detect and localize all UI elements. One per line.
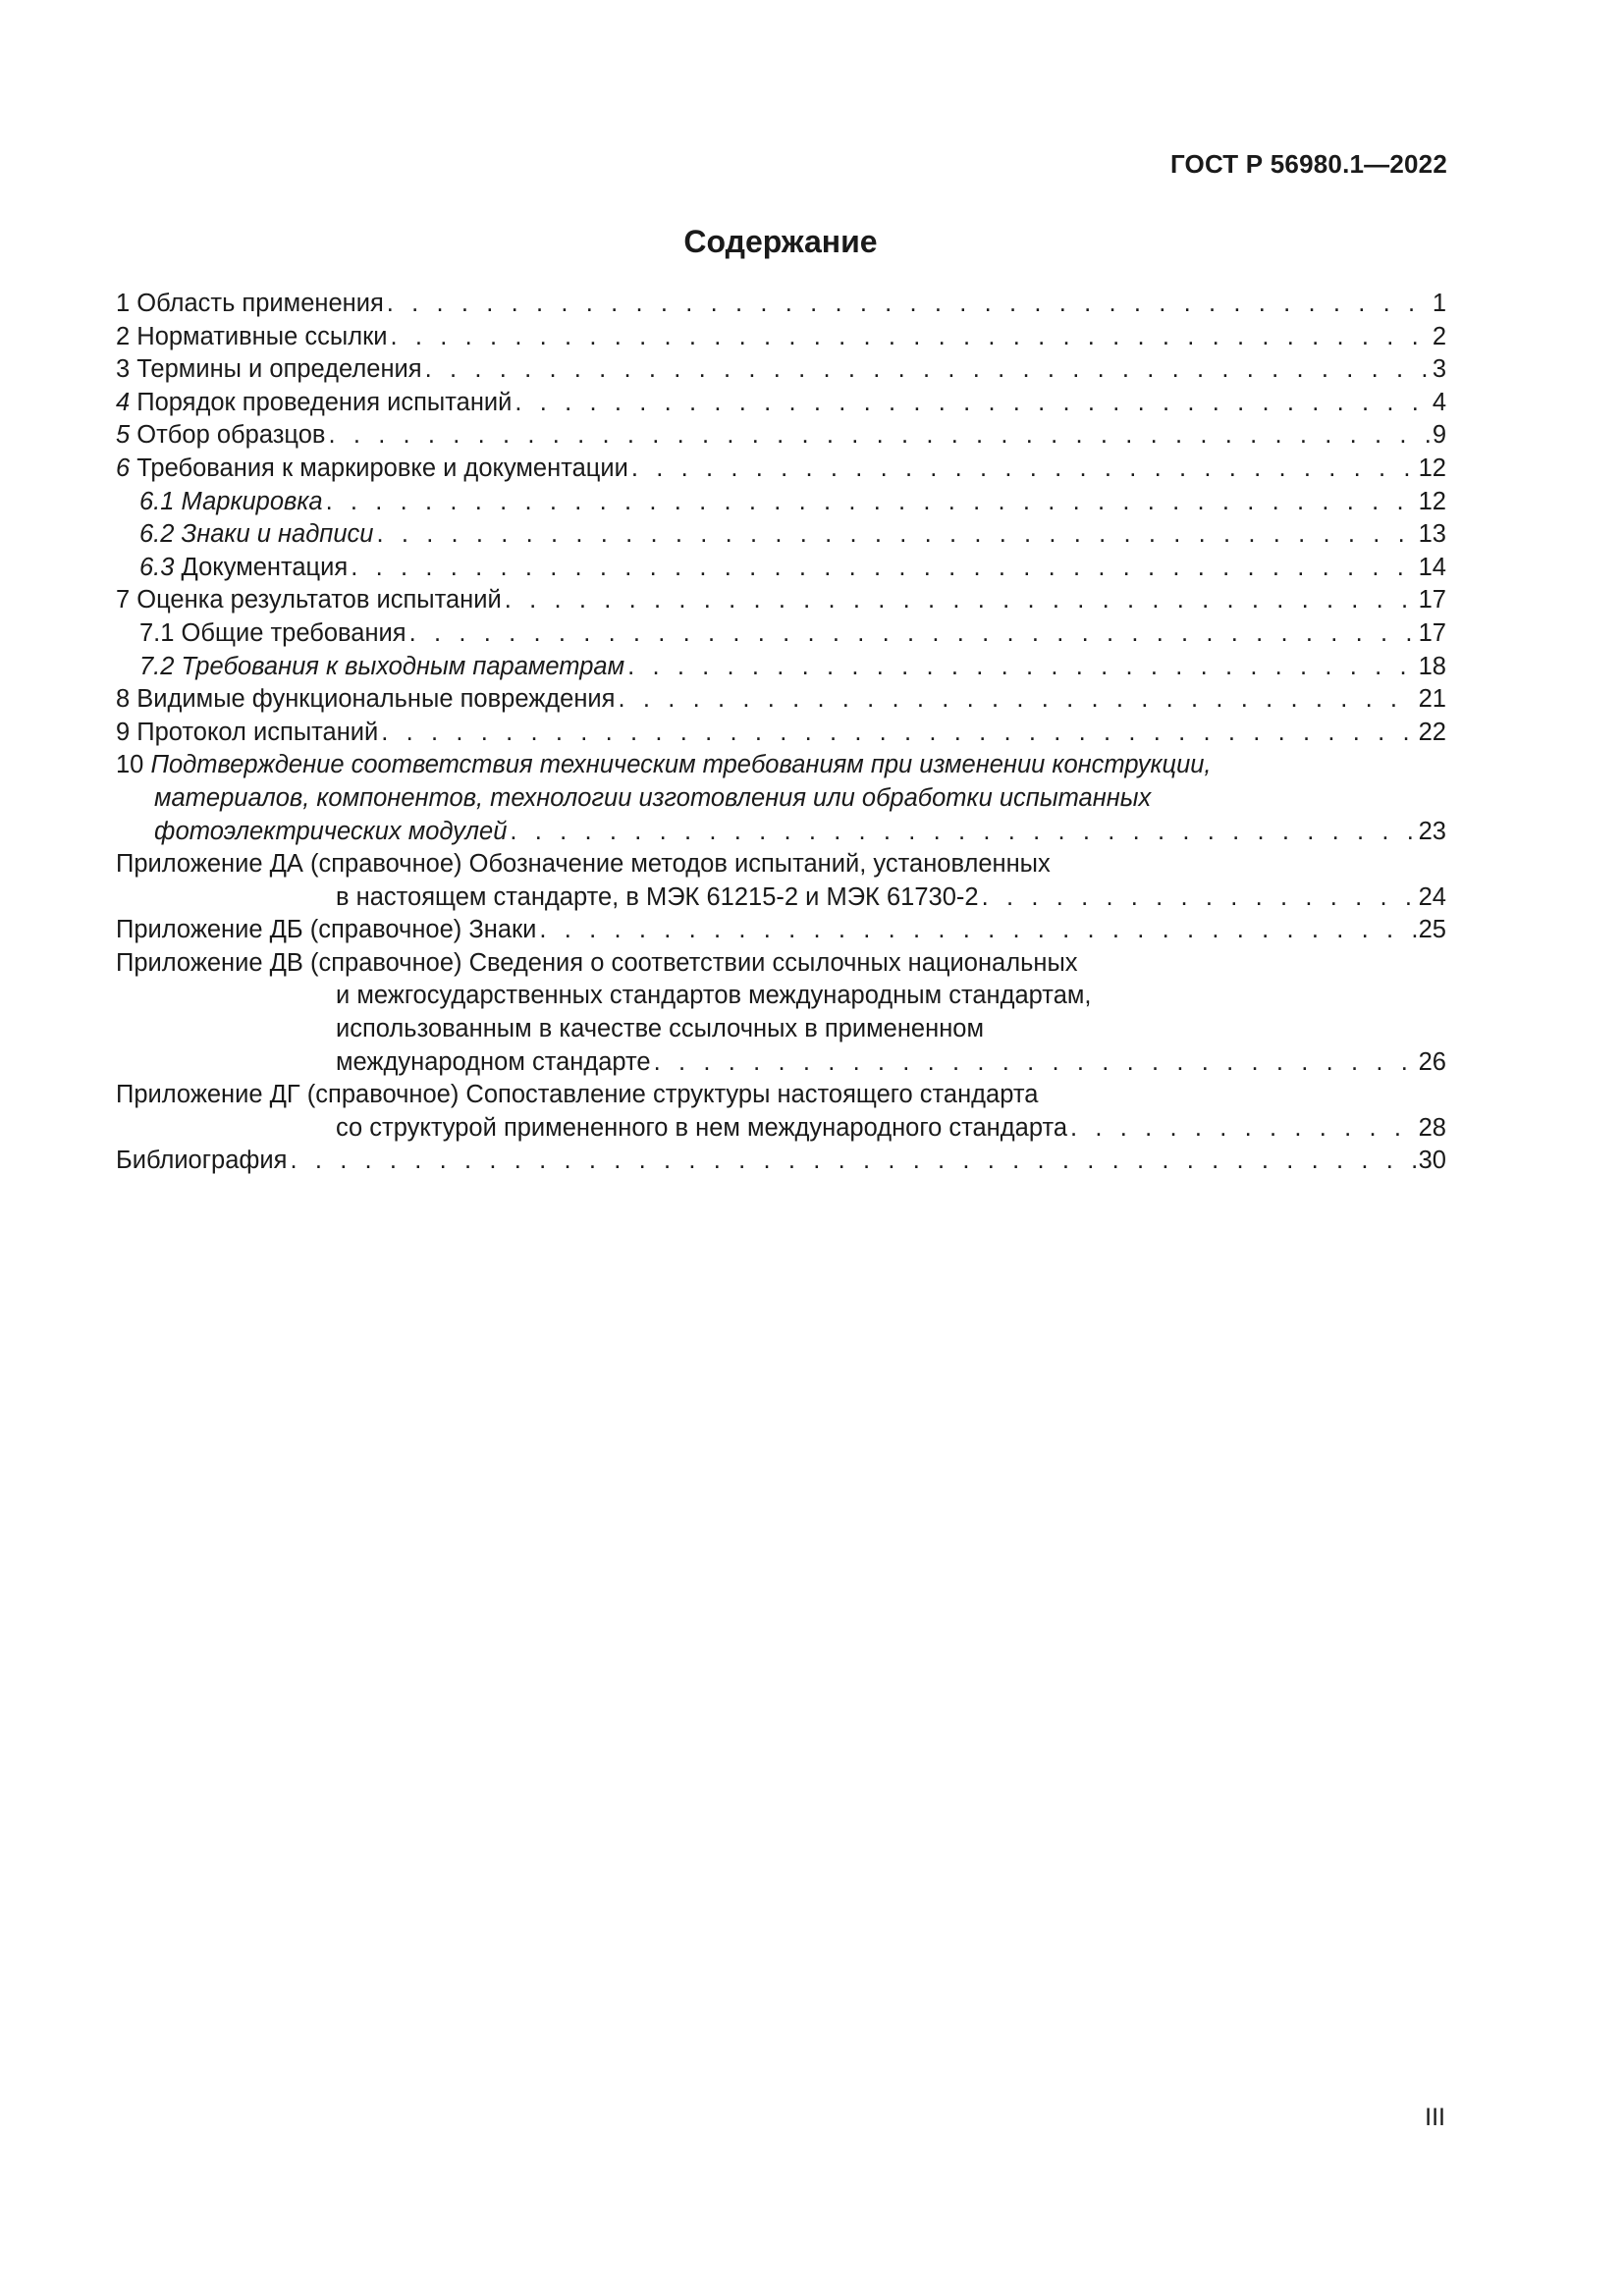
toc-entry-number: 5 bbox=[116, 421, 131, 450]
toc-entry-number: 6.1 bbox=[139, 487, 175, 515]
toc-entry-4[interactable] bbox=[116, 387, 1446, 420]
toc-entry-3[interactable] bbox=[116, 353, 1446, 387]
toc-page-number: 18 bbox=[1418, 652, 1446, 680]
toc-entry-title: Знаки и надписи bbox=[181, 520, 374, 549]
toc-entry-title: Требования к выходным параметрам bbox=[181, 652, 625, 680]
toc-entry-title: Протокол испытаний bbox=[136, 718, 379, 746]
dot-leader bbox=[539, 914, 1416, 947]
toc-entry-title: Документация bbox=[181, 553, 349, 581]
dot-leader bbox=[982, 881, 1417, 915]
dot-leader bbox=[1070, 1112, 1417, 1146]
toc-entry-7[interactable] bbox=[116, 584, 1446, 617]
toc-entry-7-2[interactable] bbox=[116, 651, 1446, 684]
toc-entry-number: 9 bbox=[116, 718, 131, 746]
toc-entry-number: 7.1 bbox=[139, 618, 175, 647]
toc-page-number: 24 bbox=[1418, 882, 1446, 911]
toc-entry-title: Порядок проведения испытаний bbox=[136, 388, 513, 416]
toc-entry-number: 7.2 bbox=[139, 652, 175, 680]
toc-entry-number: 6.2 bbox=[139, 520, 175, 549]
toc-entry-title-continued: международном стандарте bbox=[336, 1047, 651, 1076]
dot-leader bbox=[387, 288, 1431, 321]
toc-page-number: 17 bbox=[1418, 618, 1446, 647]
toc-page-number: 21 bbox=[1418, 685, 1446, 714]
toc-appendix-dg-line-1[interactable] bbox=[116, 1079, 1446, 1112]
dot-leader bbox=[654, 1046, 1417, 1080]
toc-appendix-dv-line-3 bbox=[116, 1013, 1446, 1046]
toc-entry-title: Оценка результатов испытаний bbox=[136, 586, 502, 614]
toc-entry-title-continued: в настоящем стандарте, в МЭК 61215-2 и МЭК 61730-2 bbox=[336, 882, 979, 911]
toc-entry-6-3[interactable] bbox=[116, 552, 1446, 585]
dot-leader bbox=[290, 1145, 1416, 1178]
toc-entry-10-line-2 bbox=[116, 782, 1446, 816]
page-folio: III bbox=[1425, 2104, 1445, 2131]
dot-leader bbox=[510, 816, 1416, 849]
toc-appendix-da-line-2[interactable] bbox=[116, 881, 1446, 915]
toc-entry-title-continued: материалов, компонентов, технологии изготовления или обработки испытанных bbox=[154, 783, 1152, 812]
toc-entry-5[interactable] bbox=[116, 419, 1446, 453]
toc-page-number: 23 bbox=[1418, 817, 1446, 845]
toc-page-number: 4 bbox=[1432, 388, 1446, 416]
toc-appendix-dv-line-4[interactable] bbox=[116, 1046, 1446, 1080]
toc-page-number: 13 bbox=[1418, 520, 1446, 549]
toc-page-number: 9 bbox=[1432, 421, 1446, 450]
toc-entry-title: Приложение ДВ (справочное) Сведения о соответствии ссылочных национальных bbox=[116, 948, 1078, 977]
toc-entry-number: 8 bbox=[116, 685, 131, 714]
toc-entry-title: Видимые функциональные повреждения bbox=[136, 685, 616, 714]
toc-appendix-db[interactable] bbox=[116, 914, 1446, 947]
toc-entry-title: Требования к маркировке и документации bbox=[136, 454, 628, 482]
dot-leader bbox=[390, 321, 1430, 354]
toc-page-number: 14 bbox=[1418, 553, 1446, 581]
dot-leader bbox=[514, 387, 1430, 420]
dot-leader bbox=[351, 552, 1416, 585]
toc-appendix-dv-line-2 bbox=[116, 980, 1446, 1013]
toc-entry-title: Нормативные ссылки bbox=[136, 322, 388, 350]
toc-page-number: 25 bbox=[1418, 916, 1446, 944]
toc-entry-number: 2 bbox=[116, 322, 131, 350]
dot-leader bbox=[505, 584, 1417, 617]
toc-entry-10-line-3[interactable] bbox=[116, 816, 1446, 849]
toc-entry-8[interactable] bbox=[116, 683, 1446, 717]
toc-appendix-dg-line-2[interactable] bbox=[116, 1112, 1446, 1146]
toc-entry-title-continued: фотоэлектрических модулей bbox=[154, 817, 508, 845]
toc-entry-title: Приложение ДГ (справочное) Сопоставление структуры настоящего стандарта bbox=[116, 1081, 1039, 1109]
dot-leader bbox=[618, 683, 1416, 717]
toc-entry-6[interactable] bbox=[116, 453, 1446, 486]
toc-entry-title-continued: со структурой примененного в нем международного стандарта bbox=[336, 1113, 1068, 1142]
toc-entry-6-1[interactable] bbox=[116, 486, 1446, 519]
toc-entry-10-line-1[interactable] bbox=[116, 749, 1446, 782]
dot-leader bbox=[376, 518, 1416, 552]
toc-title: Содержание bbox=[683, 224, 878, 259]
dot-leader bbox=[328, 419, 1430, 453]
toc-entry-1[interactable] bbox=[116, 288, 1446, 321]
toc-page-number: 2 bbox=[1432, 322, 1446, 350]
toc-entry-9[interactable] bbox=[116, 717, 1446, 750]
toc-entry-number: 6 bbox=[116, 454, 131, 482]
toc-entry-number: 7 bbox=[116, 586, 131, 614]
toc-entry-number: 1 bbox=[116, 290, 131, 317]
toc-entry-title: Маркировка bbox=[181, 487, 323, 515]
toc-entry-title: Область применения bbox=[136, 290, 384, 317]
toc-page-number: 17 bbox=[1418, 586, 1446, 614]
toc-page-number: 30 bbox=[1418, 1147, 1446, 1175]
dot-leader bbox=[409, 617, 1417, 651]
dot-leader bbox=[627, 651, 1417, 684]
dot-leader bbox=[326, 486, 1417, 519]
toc-entry-title: Приложение ДА (справочное) Обозначение методов испытаний, установленных bbox=[116, 850, 1051, 879]
toc-page-number: 22 bbox=[1418, 718, 1446, 746]
toc-page-number: 12 bbox=[1418, 487, 1446, 515]
dot-leader bbox=[425, 353, 1431, 387]
toc-entry-title: Термины и определения bbox=[136, 355, 422, 384]
toc-entry-title: Общие требования bbox=[181, 618, 406, 647]
toc-page-number: 1 bbox=[1432, 290, 1446, 317]
toc-page-number: 12 bbox=[1418, 454, 1446, 482]
toc-entry-title: Библиография bbox=[116, 1147, 288, 1175]
toc-page-number: 3 bbox=[1432, 355, 1446, 384]
toc-entry-number: 3 bbox=[116, 355, 131, 384]
toc-page-number: 26 bbox=[1418, 1047, 1446, 1076]
toc-entry-title-continued: использованным в качестве ссылочных в примененном bbox=[336, 1015, 984, 1043]
dot-leader bbox=[631, 453, 1417, 486]
toc-entry-title: Отбор образцов bbox=[136, 421, 326, 450]
toc-entry-title-continued: и межгосударственных стандартов международным стандартам, bbox=[336, 982, 1092, 1010]
toc-appendix-dv-line-1[interactable] bbox=[116, 947, 1446, 981]
toc-entry-title: Приложение ДБ (справочное) Знаки bbox=[116, 916, 537, 944]
table-of-contents bbox=[116, 288, 1446, 1178]
standard-designation: ГОСТ Р 56980.1—2022 bbox=[1169, 149, 1447, 179]
toc-page-number: 28 bbox=[1418, 1113, 1446, 1142]
toc-appendix-da-line-1[interactable] bbox=[116, 848, 1446, 881]
toc-entry-number: 10 bbox=[116, 751, 144, 779]
toc-entry-2[interactable] bbox=[116, 321, 1446, 354]
toc-entry-number: 6.3 bbox=[139, 553, 175, 581]
dot-leader bbox=[381, 717, 1416, 750]
toc-entry-7-1[interactable] bbox=[116, 617, 1446, 651]
toc-entry-number: 4 bbox=[116, 388, 131, 416]
toc-bibliography[interactable] bbox=[116, 1145, 1446, 1178]
toc-entry-6-2[interactable] bbox=[116, 518, 1446, 552]
toc-entry-title: Подтверждение соответствия техническим требованиям при изменении конструкции, bbox=[150, 751, 1212, 779]
